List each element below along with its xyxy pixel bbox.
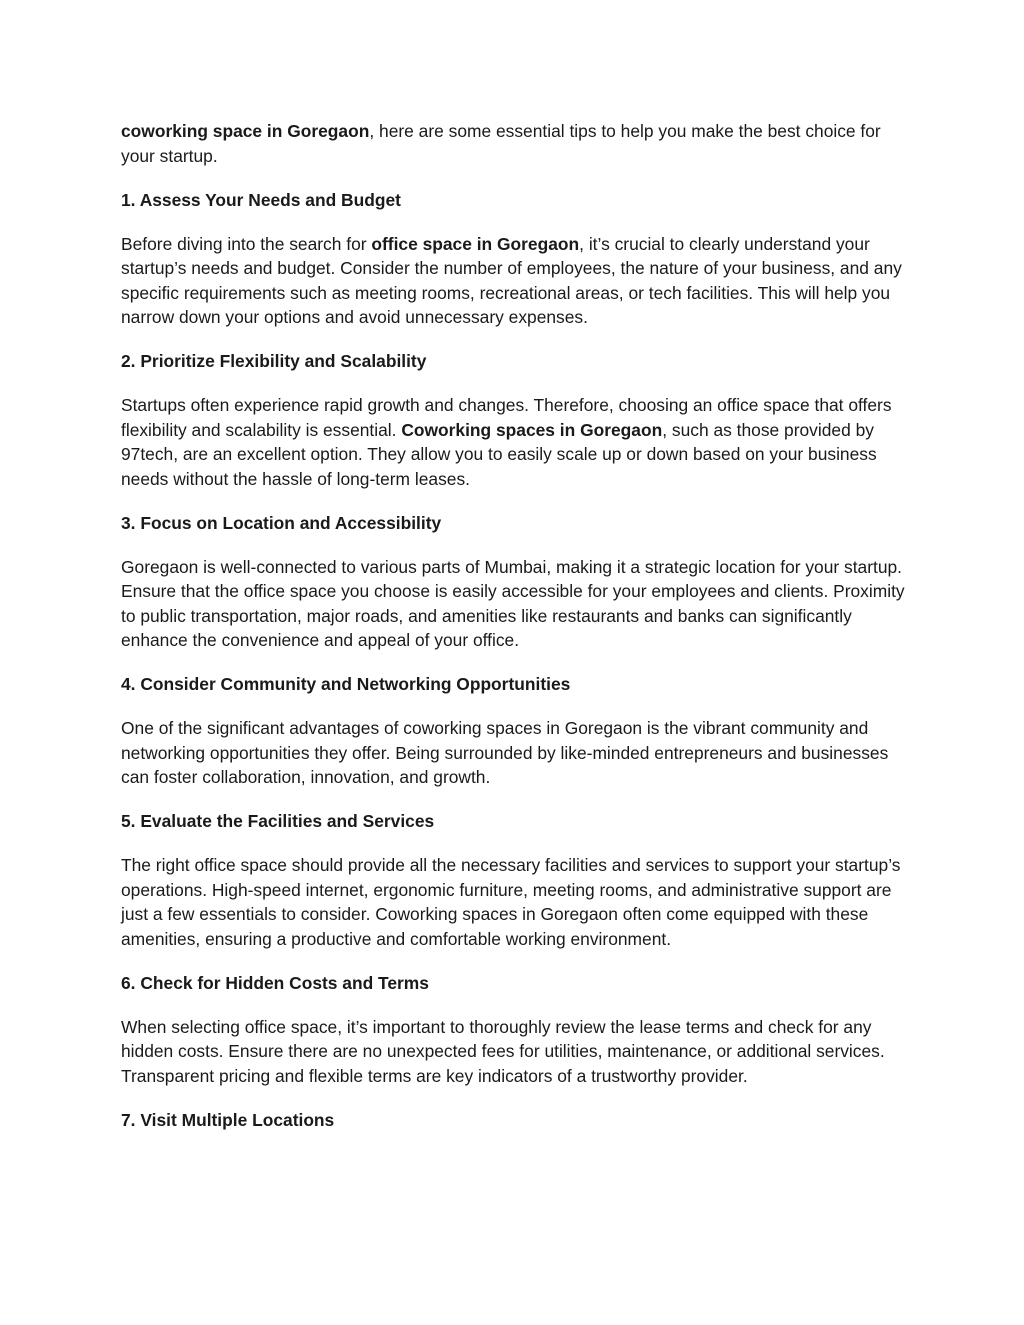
section-6-heading: 6. Check for Hidden Costs and Terms — [121, 972, 429, 993]
section-2-keyword: Coworking spaces in Goregaon — [401, 419, 663, 440]
section-3-paragraph: Goregaon is well-connected to various parts of Mumbai, making it a strategic location for your startup. Ensure that the office space you choose is easily accessible for your employees and clients. Proximity to public transportation, major roads, and amenities like restaurants and banks can significantly enhance the convenience and appeal of your office. — [121, 556, 905, 650]
section-3-heading: 3. Focus on Location and Accessibility — [121, 512, 442, 533]
section-1-text-start: Before diving into the search for — [121, 233, 372, 254]
section-1-keyword: office space in Goregaon — [371, 233, 580, 254]
section-2-text-end: , such as those provided by 97tech, are an excellent option. They allow you to easily scale up or down based on your business needs without the hassle of long-term leases. — [121, 419, 877, 489]
section-1-heading: 1. Assess Your Needs and Budget — [121, 189, 401, 210]
section-1-paragraph — [121, 232, 911, 330]
section-7-heading: 7. Visit Multiple Locations — [121, 1109, 335, 1130]
section-6-paragraph: When selecting office space, it’s important to thoroughly review the lease terms and check for any hidden costs. Ensure there are no unexpected fees for utilities, maintenance, or additional services. Transparent pricing and flexible terms are key indicators of a trustworthy provider. — [121, 1016, 885, 1086]
section-4-paragraph: One of the significant advantages of coworking spaces in Goregaon is the vibrant community and networking opportunities they offer. Being surrounded by like-minded entrepreneurs and businesses can foster collaboration, innovation, and growth. — [121, 718, 889, 787]
section-1-text-end: , it’s crucial to clearly understand your startup’s needs and budget. Consider the number of employees, the nature of your business, and any specific requirements such as meeting rooms, recreational areas, or tech facilities. This will help you narrow down your options and avoid unnecessary expenses. — [121, 233, 902, 327]
section-5-heading: 5. Evaluate the Facilities and Services — [121, 811, 435, 831]
document-page — [121, 119, 911, 1152]
section-4-heading: 4. Consider Community and Networking Opportunities — [121, 674, 571, 694]
intro-text: , here are some essential tips to help you make the best choice for your startup. — [121, 121, 881, 166]
section-2-paragraph — [121, 393, 911, 491]
section-2-text-start: Startups often experience rapid growth and changes. Therefore, choosing an office space that offers flexibility and scalability is essential. — [121, 395, 892, 440]
intro-keyword: coworking space in Goregaon — [121, 121, 370, 141]
intro-paragraph — [121, 119, 911, 168]
section-5-paragraph: The right office space should provide all the necessary facilities and services to support your startup’s operations. High-speed internet, ergonomic furniture, meeting rooms, and administrative support are just a few essentials to consider. Coworking spaces in Goregaon often come equipped with these amenities, ensuring a productive and comfortable working environment. — [121, 855, 901, 949]
section-2-heading: 2. Prioritize Flexibility and Scalability — [121, 351, 427, 371]
